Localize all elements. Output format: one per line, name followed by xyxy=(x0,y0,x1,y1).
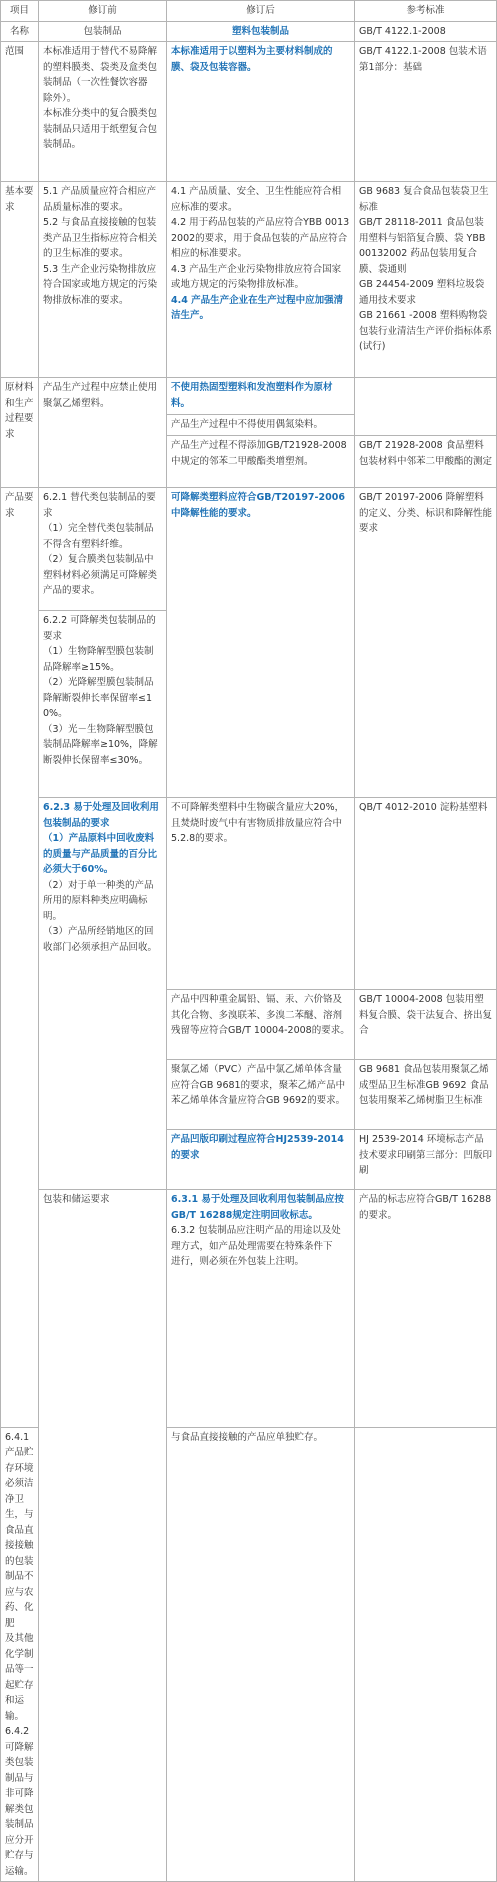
name-reference: GB/T 4122.1-2008 xyxy=(355,21,497,42)
basic-ref-3: GB 24454-2009 塑料垃圾袋通用技术要求 xyxy=(359,279,485,306)
row-product-3 xyxy=(1,798,497,990)
label-scope: 范围 xyxy=(1,42,39,182)
product-ref-pvc: GB 9681 食品包装用聚氯乙烯成型品卫生标准GB 9692 食品包装用聚苯乙烯树脂卫生标准 xyxy=(355,1060,497,1130)
storage-6-4-1-part-1: 6.4.1 产品贮存环境必须洁净卫生，与食品直接接触的包装制品不应与农药、化肥 xyxy=(5,1431,34,1629)
product-ref-printing: HJ 2539-2014 环境标志产品技术要求印刷第三部分：凹版印刷 xyxy=(355,1130,497,1190)
product-6-2-1-item-1: （1）完全替代类包装制品不得含有塑料纤维。 xyxy=(43,523,154,550)
basic-before-5-2: 5.2 与食品直接接触的包装类产品卫生指标应符合相关的卫生标准的要求。 xyxy=(43,217,158,259)
product-ref-degradable: GB/T 20197-2006 降解塑料的定义、分类、标识和降解性能要求 xyxy=(355,488,497,798)
storage-before-6-4 xyxy=(1,1427,39,1882)
scope-before-text-1: 本标准适用于替代不易降解的塑料膜类、袋类及盒类包装制品（一次性餐饮容器 xyxy=(43,46,158,88)
label-basic: 基本要求 xyxy=(1,182,39,378)
storage-after-label: 产品的标志应符合GB/T 16288的要求。 xyxy=(355,1190,497,1428)
storage-6-3-2-part-2: 进行，则必须在外包装上注明。 xyxy=(171,1256,305,1267)
label-storage: 包装和储运要求 xyxy=(39,1190,167,1882)
product-after-carbon: 不可降解类塑料中生物碳含量应大20%，且焚烧时废气中有害物质排放量应符合中5.2.8的要求。 xyxy=(167,798,355,990)
basic-after-4-3: 4.3 产品生产企业污染物排放应符合国家或地方规定的污染物排放标准。 xyxy=(171,263,342,290)
product-6-2-2-title: 6.2.2 可降解类包装制品的要求 xyxy=(43,615,156,642)
header-after: 修订后 xyxy=(167,1,355,22)
storage-ref-empty xyxy=(355,1427,497,1882)
row-scope xyxy=(1,42,497,182)
header-item: 项目 xyxy=(1,1,39,22)
product-ref-heavy-metal: GB/T 10004-2008 包装用塑料复合膜、袋干法复合、挤出复合 xyxy=(355,990,497,1060)
product-after-printing: 产品凹版印刷过程应符合HJ2539-2014的要求 xyxy=(167,1130,355,1190)
storage-6-4-1-part-2: 及其他化学制品等一起贮存和运输。 xyxy=(5,1633,34,1722)
material-after-1: 不使用热固型塑料和发泡塑料作为原材料。 xyxy=(167,378,355,415)
basic-after xyxy=(167,182,355,378)
label-product: 产品要求 xyxy=(1,488,39,1428)
name-before: 包装制品 xyxy=(39,21,167,42)
material-ref-empty xyxy=(355,378,497,436)
product-before-6-2-1 xyxy=(39,488,167,611)
basic-ref-1: GB 9683 复合食品包装袋卫生标准 xyxy=(359,186,489,213)
scope-reference: GB/T 4122.1-2008 包装术语 第1部分：基础 xyxy=(355,42,497,182)
name-after: 塑料包装制品 xyxy=(167,21,355,42)
scope-before xyxy=(39,42,167,182)
product-6-2-1-title: 6.2.1 替代类包装制品的要求 xyxy=(43,492,156,519)
storage-after-separate: 与食品直接接触的产品应单独贮存。 xyxy=(167,1427,355,1882)
basic-ref-2: GB/T 28118-2011 食品包装用塑料与铝箔复合膜、袋 YBB 00132002 药品包装用复合膜、袋通则 xyxy=(359,217,486,275)
scope-before-text-3: 本标准分类中的复合膜类包装制品只适用于纸塑复合包装制品。 xyxy=(43,108,158,150)
basic-ref-4: GB 21661 -2008 塑料购物袋 包装行业清洁生产评价指标体系(试行) xyxy=(359,310,493,352)
basic-before-5-3: 5.3 生产企业污染物排放应符合国家或地方规定的污染物排放标准的要求。 xyxy=(43,263,158,306)
product-6-2-3-item-1: （1）产品原料中回收废料的质量与产品质量的百分比必须大于60%。 xyxy=(43,833,158,875)
material-before: 产品生产过程中应禁止使用聚氯乙烯塑料。 xyxy=(39,378,167,488)
basic-before-5-1: 5.1 产品质量应符合相应产品质量标准的要求。 xyxy=(43,186,157,213)
scope-after: 本标准适用于以塑料为主要材料制成的膜、袋及包装容器。 xyxy=(167,42,355,182)
product-after-pvc: 聚氯乙烯（PVC）产品中氯乙烯单体含量应符合GB 9681的要求，聚苯乙烯产品中苯乙烯单体含量应符合GB 9692的要求。 xyxy=(167,1060,355,1130)
material-after-2: 产品生产过程中不得使用偶氮染料。 xyxy=(167,415,355,436)
product-after-degradable: 可降解类塑料应符合GB/T20197-2006中降解性能的要求。 xyxy=(167,488,355,798)
storage-6-4-2: 6.4.2 可降解类包装制品与非可降解类包装制品应分开贮存与运输。 xyxy=(5,1726,34,1877)
row-product-1 xyxy=(1,488,497,611)
label-material: 原材料和生产过程要求 xyxy=(1,378,39,488)
product-6-2-3-title: 6.2.3 易于处理及回收利用包装制品的要求 xyxy=(43,802,159,829)
product-6-2-1-item-2: （2）复合膜类包装制品中塑料材料必须满足可降解类产品的要求。 xyxy=(43,554,158,596)
product-before-6-2-3 xyxy=(39,798,167,1190)
row-basic xyxy=(1,182,497,378)
material-ref-3: GB/T 21928-2008 食品塑料包装材料中邻苯二甲酸酯的测定 xyxy=(355,436,497,488)
product-after-heavy-metal: 产品中四种重金属铅、镉、汞、六价铬及其化合物、多溴联苯、多溴二苯醚、溶剂残留等应符合GB/T 10004-2008的要求。 xyxy=(167,990,355,1060)
product-6-2-3-item-3: （3）产品所经销地区的回收部门必须承担产品回收。 xyxy=(43,926,158,953)
basic-reference xyxy=(355,182,497,378)
header-before: 修订前 xyxy=(39,1,167,22)
basic-after-4-2: 4.2 用于药品包装的产品应符合YBB 00132002的要求，用于食品包装的产品应符合相应的标准要求。 xyxy=(171,217,350,259)
header-reference: 参考标准 xyxy=(355,1,497,22)
row-name xyxy=(1,21,497,42)
basic-after-4-4: 4.4 产品生产企业在生产过程中应加强清洁生产。 xyxy=(171,294,344,321)
row-material-1 xyxy=(1,378,497,415)
storage-6-3-2-part-1: 6.3.2 包装制品应注明产品的用途以及处理方式，如产品处理需要在特殊条件下 xyxy=(171,1225,341,1252)
label-name: 名称 xyxy=(1,21,39,42)
product-ref-starch: QB/T 4012-2010 淀粉基塑料 xyxy=(355,798,497,990)
storage-6-3-1: 6.3.1 易于处理及回收利用包装制品应按GB/T 16288规定注明回收标志。 xyxy=(171,1194,344,1221)
storage-before-6-3 xyxy=(167,1190,355,1428)
scope-before-text-2: 除外）。 xyxy=(43,92,77,104)
product-before-6-2-2 xyxy=(39,611,167,798)
material-after-3: 产品生产过程不得添加GB/T21928-2008中规定的邻苯二甲酸酯类增塑剂。 xyxy=(167,436,355,488)
basic-after-4-1: 4.1 产品质量、安全、卫生性能应符合相应标准的要求。 xyxy=(171,186,342,213)
product-6-2-2-item-1: （1）生物降解型膜包装制品降解率≥15%。 xyxy=(43,646,154,673)
row-storage-1 xyxy=(1,1190,497,1428)
product-6-2-2-item-3: （3）光－生物降解型膜包装制品降解率≥10%，降解断裂伸长保留率≤30%。 xyxy=(43,723,158,766)
product-6-2-3-item-2: （2）对于单一种类的产品所用的原料种类应明确标明。 xyxy=(43,879,154,922)
product-6-2-2-item-2: （2）光降解型膜包装制品降解断裂伸长率保留率≤10%。 xyxy=(43,677,154,719)
header-row xyxy=(1,1,497,22)
basic-before xyxy=(39,182,167,378)
